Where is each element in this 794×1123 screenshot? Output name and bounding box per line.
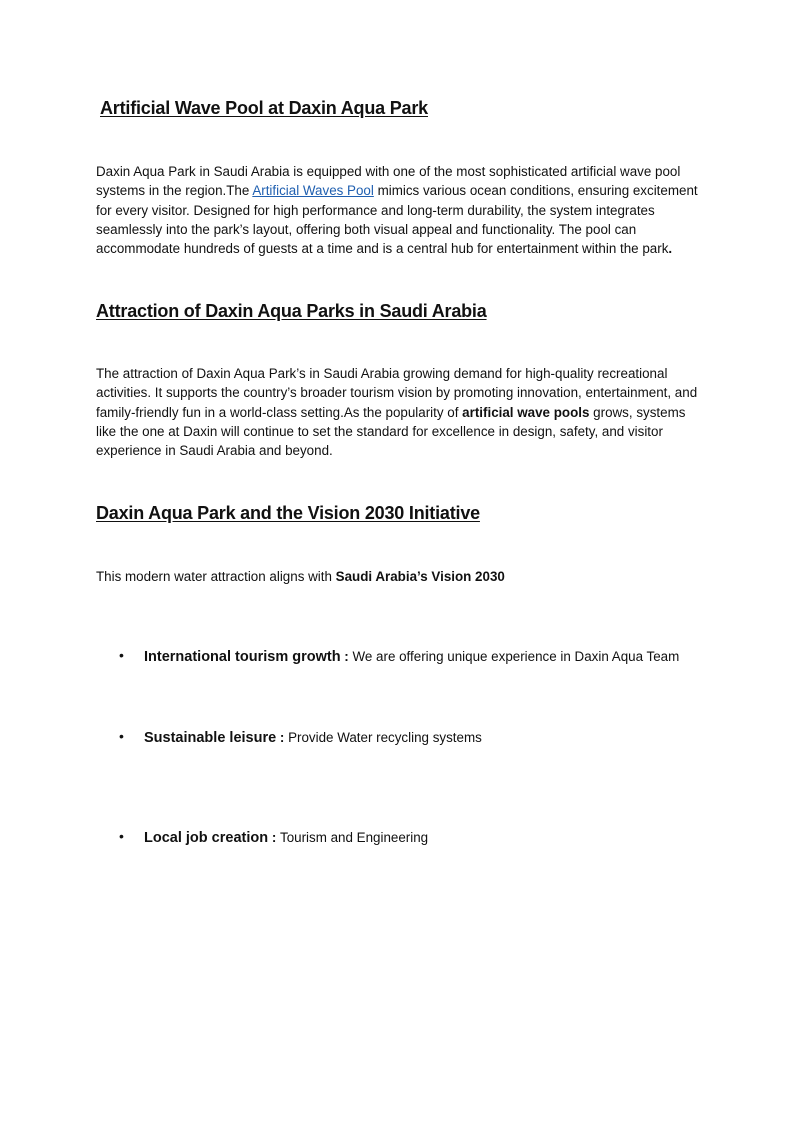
list-item — [119, 728, 482, 748]
bold-term: Saudi Arabia’s Vision 2030 — [335, 569, 505, 584]
list-item-text: We are offering unique experience in Daxin Aqua Team — [352, 649, 680, 664]
bullet-icon: • — [119, 647, 124, 663]
artificial-waves-pool-link[interactable]: Artificial Waves Pool — [252, 183, 374, 199]
list-item-label: Local job creation — [144, 830, 269, 846]
bullet-icon: • — [119, 728, 124, 744]
list-item-text: Provide Water recycling systems — [288, 730, 482, 745]
paragraph-vision-2030 — [96, 567, 704, 586]
bullet-icon: • — [119, 828, 124, 844]
section-heading-vision-2030: Daxin Aqua Park and the Vision 2030 Initiative — [96, 503, 480, 523]
paragraph-end: . — [668, 241, 673, 257]
paragraph-text: Daxin Aqua Park in Saudi Arabia is equipped with one of the most sophisticated artificial wave pool systems in the region.The — [96, 164, 681, 199]
section-heading-attraction: Attraction of Daxin Aqua Parks in Saudi Arabia — [96, 301, 487, 321]
paragraph-text: grows, systems like the one at Daxin will continue to set the standard for excellence in design, safety, and visitor experience in Saudi Arabia and beyond. — [96, 404, 686, 459]
section-heading-wave-pool: Artificial Wave Pool at Daxin Aqua Park — [100, 98, 428, 118]
list-item-separator: : — [276, 730, 289, 745]
list-item-separator: : — [340, 649, 353, 664]
list-item — [119, 828, 429, 848]
paragraph-wave-pool — [96, 162, 704, 258]
list-item-label: Sustainable leisure — [144, 730, 277, 746]
bold-term: artificial wave pools — [462, 404, 590, 420]
paragraph-text: This modern water attraction aligns with — [96, 569, 336, 584]
list-item-separator: : — [268, 830, 280, 845]
list-item-text: Tourism and Engineering — [280, 830, 429, 845]
list-item — [119, 647, 680, 667]
list-item-label: International tourism growth — [144, 649, 341, 665]
paragraph-text: The attraction of Daxin Aqua Park’s in Saudi Arabia growing demand for high-quality recreational activities. It supports the country’s broader tourism vision by promoting innovation, entertainment, and family-friendly fun in a world-class setting.As the popularity of — [96, 366, 698, 420]
paragraph-text: mimics various ocean conditions, ensuring excitement for every visitor. Designed for high performance and long-term durability, the system integrates seamlessly into the park’s layout, offering both visual appeal and functionality. The pool can accommodate hundreds of guests at a time and is a central hub for entertainment within the park — [96, 183, 698, 257]
paragraph-attraction — [96, 364, 704, 460]
